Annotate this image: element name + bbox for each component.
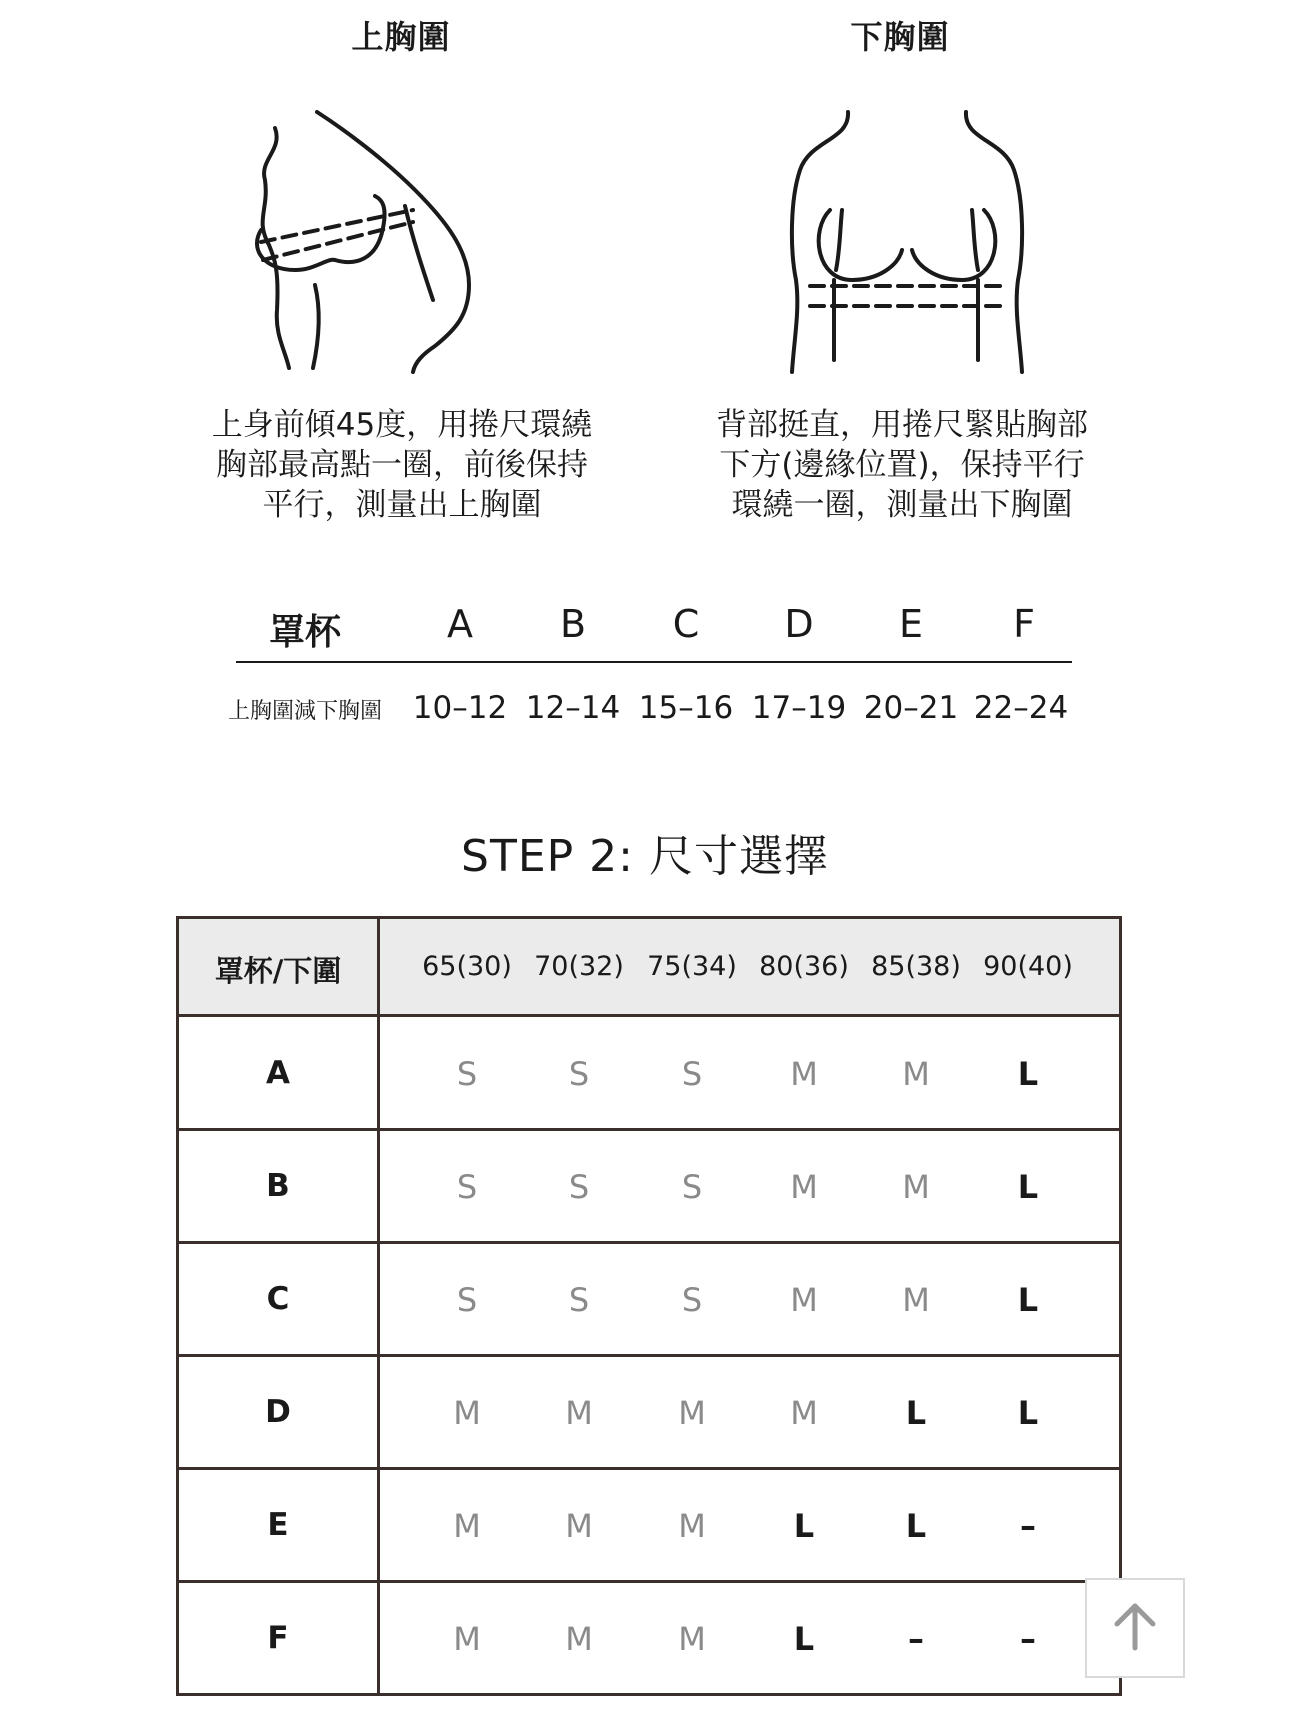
cup-header-row (0, 596, 1290, 656)
size-cell: S (681, 1168, 703, 1206)
band-header: 80(36) (759, 951, 849, 982)
size-cell: S (681, 1055, 703, 1093)
instruction-line: 平行，測量出上胸圍 (262, 487, 542, 523)
column-divider (377, 919, 380, 1014)
table-row (179, 1243, 1119, 1357)
size-cell: S (568, 1281, 590, 1319)
cup-row-label: D (265, 1394, 291, 1430)
size-cell: L (1017, 1394, 1039, 1432)
cup-diff-value: 12–14 (525, 690, 621, 726)
step-title: STEP 2: 尺寸選擇 (461, 831, 829, 882)
upper-bust-figure-icon (255, 110, 555, 380)
size-cell: L (793, 1620, 815, 1658)
column-divider (377, 1356, 380, 1467)
cup-diff-label: 上胸圍減下胸圍 (227, 699, 382, 724)
column-divider (377, 1130, 380, 1241)
band-header: 85(38) (871, 951, 961, 982)
size-table-header (179, 919, 1119, 1017)
cup-letter: A (447, 602, 473, 646)
size-cell: L (1017, 1168, 1039, 1206)
under-bust-instructions (672, 405, 1132, 525)
table-row (179, 1017, 1119, 1131)
size-cell: L (905, 1394, 927, 1432)
column-divider (377, 1582, 380, 1696)
cup-diff-value: 20–21 (863, 690, 959, 726)
cup-letter: D (784, 602, 814, 646)
cup-diff-value: 17–19 (751, 690, 847, 726)
size-cell: M (678, 1394, 706, 1432)
size-cell: L (793, 1507, 815, 1545)
size-cell: M (453, 1620, 481, 1658)
cup-letter: C (672, 602, 700, 646)
cup-letter: B (559, 602, 587, 646)
size-table (176, 916, 1122, 1696)
column-divider (377, 1017, 380, 1128)
cup-diff-value: 10–12 (412, 690, 508, 726)
size-cell: M (453, 1507, 481, 1545)
size-table-corner-label: 罩杯/下圍 (214, 954, 342, 988)
cup-header-label: 罩杯 (268, 612, 341, 653)
size-cell: – (1020, 1620, 1036, 1658)
band-header: 70(32) (534, 951, 624, 982)
size-cell: M (790, 1168, 818, 1206)
cup-row-label: C (266, 1281, 290, 1317)
table-row (179, 1582, 1119, 1696)
size-cell: S (681, 1281, 703, 1319)
size-cell: L (1017, 1281, 1039, 1319)
size-cell: – (908, 1620, 924, 1658)
size-cell: M (790, 1055, 818, 1093)
cup-row-label: F (267, 1620, 289, 1656)
cup-table-divider (236, 661, 1072, 663)
arrow-up-icon (1107, 1598, 1163, 1658)
table-row (179, 1469, 1119, 1583)
band-header: 90(40) (983, 951, 1073, 982)
cup-row-label: B (266, 1168, 290, 1204)
column-divider (377, 1243, 380, 1354)
cup-letter: E (898, 602, 923, 646)
size-cell: M (678, 1620, 706, 1658)
table-row (179, 1130, 1119, 1244)
upper-bust-title: 上胸圍 (351, 18, 451, 56)
cup-row-label: E (267, 1507, 289, 1543)
under-bust-title: 下胸圍 (850, 18, 950, 56)
size-cell: M (790, 1281, 818, 1319)
size-cell: M (902, 1168, 930, 1206)
instruction-line: 背部挺直，用捲尺緊貼胸部 (716, 407, 1088, 443)
cup-diff-value: 22–24 (973, 690, 1069, 726)
size-cell: – (1020, 1507, 1036, 1545)
size-cell: M (565, 1620, 593, 1658)
table-row (179, 1356, 1119, 1470)
instruction-line: 胸部最高點一圈，前後保持 (216, 447, 588, 483)
instruction-line: 環繞一圈，測量出下胸圍 (731, 487, 1073, 523)
size-cell: M (453, 1394, 481, 1432)
size-cell: L (905, 1507, 927, 1545)
under-bust-figure-icon (770, 110, 1040, 380)
size-cell: S (456, 1281, 478, 1319)
size-cell: M (565, 1394, 593, 1432)
column-divider (377, 1469, 380, 1580)
size-cell: S (568, 1168, 590, 1206)
size-cell: M (678, 1507, 706, 1545)
cup-letter: F (1013, 602, 1035, 646)
size-cell: S (456, 1055, 478, 1093)
back-to-top-button[interactable] (1085, 1578, 1185, 1678)
band-header: 75(34) (647, 951, 737, 982)
size-cell: M (790, 1394, 818, 1432)
size-cell: S (456, 1168, 478, 1206)
band-header: 65(30) (422, 951, 512, 982)
size-cell: L (1017, 1055, 1039, 1093)
cup-diff-value: 15–16 (638, 690, 734, 726)
cup-row-label: A (266, 1055, 290, 1091)
upper-bust-instructions (172, 405, 632, 525)
size-cell: M (565, 1507, 593, 1545)
instruction-line: 上身前傾45度，用捲尺環繞 (211, 407, 593, 443)
size-cell: M (902, 1281, 930, 1319)
cup-diff-row (0, 682, 1290, 742)
size-cell: M (902, 1055, 930, 1093)
size-cell: S (568, 1055, 590, 1093)
instruction-line: 下方(邊緣位置)，保持平行 (719, 447, 1085, 483)
